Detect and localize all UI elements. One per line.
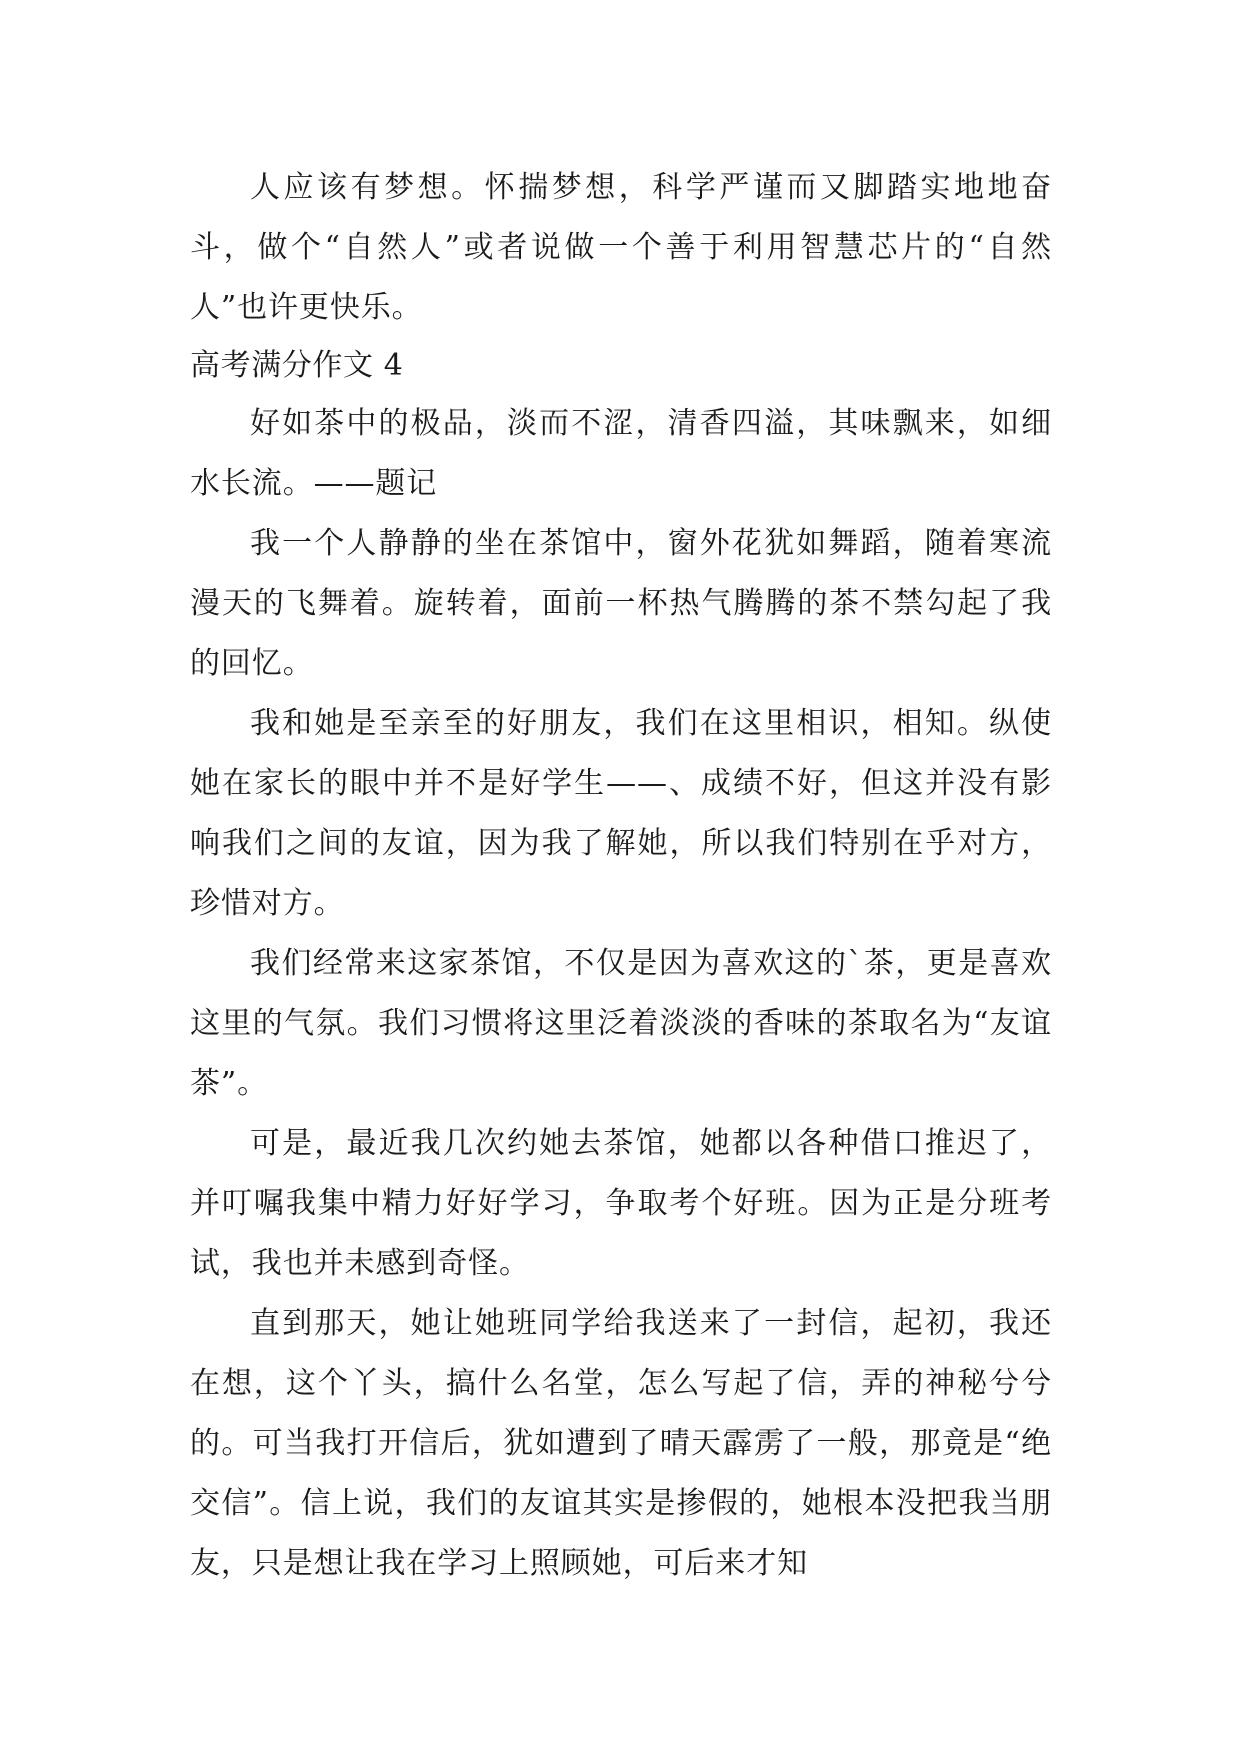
- paragraph: 直到那天，她让她班同学给我送来了一封信，起初，我还在想，这个丫头，搞什么名堂，怎么写起了信，弄的神秘兮兮的。可当我打开信后，犹如遭到了晴天霹雳了一般，那竟是“绝交信”。信上说，我们的友谊其实是掺假的，她根本没把我当朋友，只是想让我在学习上照顾她，可后来才知: [190, 1306, 1052, 1581]
- paragraph: 好如茶中的极品，淡而不涩，清香四溢，其味飘来，如细水长流。——题记: [190, 406, 1052, 501]
- paragraph: 人应该有梦想。怀揣梦想，科学严谨而又脚踏实地地奋斗，做个“自然人”或者说做一个善于利用智慧芯片的“自然人”也许更快乐。: [190, 170, 1052, 325]
- document-page: [190, 158, 1052, 1594]
- paragraph: 可是，最近我几次约她去茶馆，她都以各种借口推迟了，并叮嘱我集中精力好好学习，争取考个好班。因为正是分班考试，我也并未感到奇怪。: [190, 1126, 1052, 1281]
- essay-heading: 高考满分作文 4: [190, 348, 404, 383]
- paragraph: 我一个人静静的坐在茶馆中，窗外花犹如舞蹈，随着寒流漫天的飞舞着。旋转着，面前一杯热气腾腾的茶不禁勾起了我的回忆。: [190, 526, 1052, 681]
- paragraph: 我和她是至亲至的好朋友，我们在这里相识，相知。纵使她在家长的眼中并不是好学生——、成绩不好，但这并没有影响我们之间的友谊，因为我了解她，所以我们特别在乎对方，珍惜对方。: [190, 706, 1052, 921]
- paragraph: 我们经常来这家茶馆，不仅是因为喜欢这的`茶，更是喜欢这里的气氛。我们习惯将这里泛着淡淡的香味的茶取名为“友谊茶”。: [190, 946, 1052, 1101]
